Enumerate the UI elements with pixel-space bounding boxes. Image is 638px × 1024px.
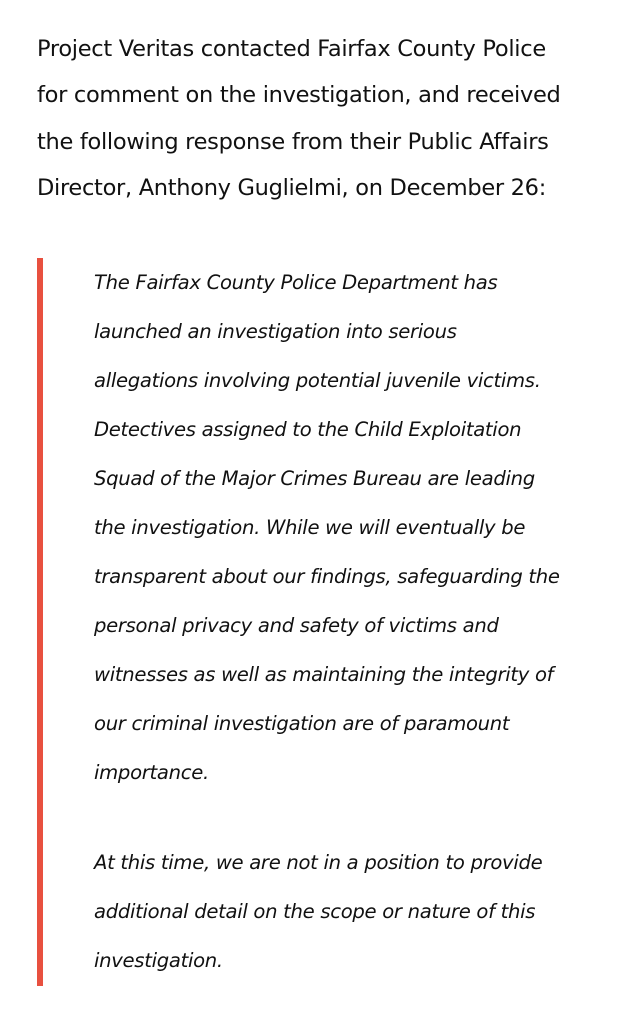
quote-line: witnesses as well as maintaining the integrity of <box>94 663 554 686</box>
quote-line: the investigation. While we will eventually be <box>94 516 526 539</box>
intro-paragraph <box>37 26 561 211</box>
quote-paragraph-2 <box>94 838 542 985</box>
quote-line: our criminal investigation are of paramount <box>94 712 510 735</box>
quote-line: Squad of the Major Crimes Bureau are leading <box>94 467 535 490</box>
quote-line: allegations involving potential juvenile victims. <box>94 369 541 392</box>
quote-line: transparent about our findings, safeguarding the <box>94 565 560 588</box>
intro-line: for comment on the investigation, and received <box>37 82 561 109</box>
quote-line: investigation. <box>94 949 223 972</box>
quote-line: importance. <box>94 761 209 784</box>
quote-line: personal privacy and safety of victims and <box>94 614 499 637</box>
quote-line: The Fairfax County Police Department has <box>94 271 498 294</box>
quote-line: Detectives assigned to the Child Exploitation <box>94 418 522 441</box>
quote-line: At this time, we are not in a position to provide <box>94 851 543 874</box>
intro-line: Director, Anthony Guglielmi, on December 26: <box>37 174 546 201</box>
intro-line: the following response from their Public Affairs <box>37 128 549 155</box>
blockquote-accent-bar <box>37 258 43 986</box>
quote-line: additional detail on the scope or nature of this <box>94 900 536 923</box>
quote-line: launched an investigation into serious <box>94 320 457 343</box>
intro-line: Project Veritas contacted Fairfax County Police <box>37 36 546 62</box>
quote-paragraph-1 <box>94 258 560 797</box>
